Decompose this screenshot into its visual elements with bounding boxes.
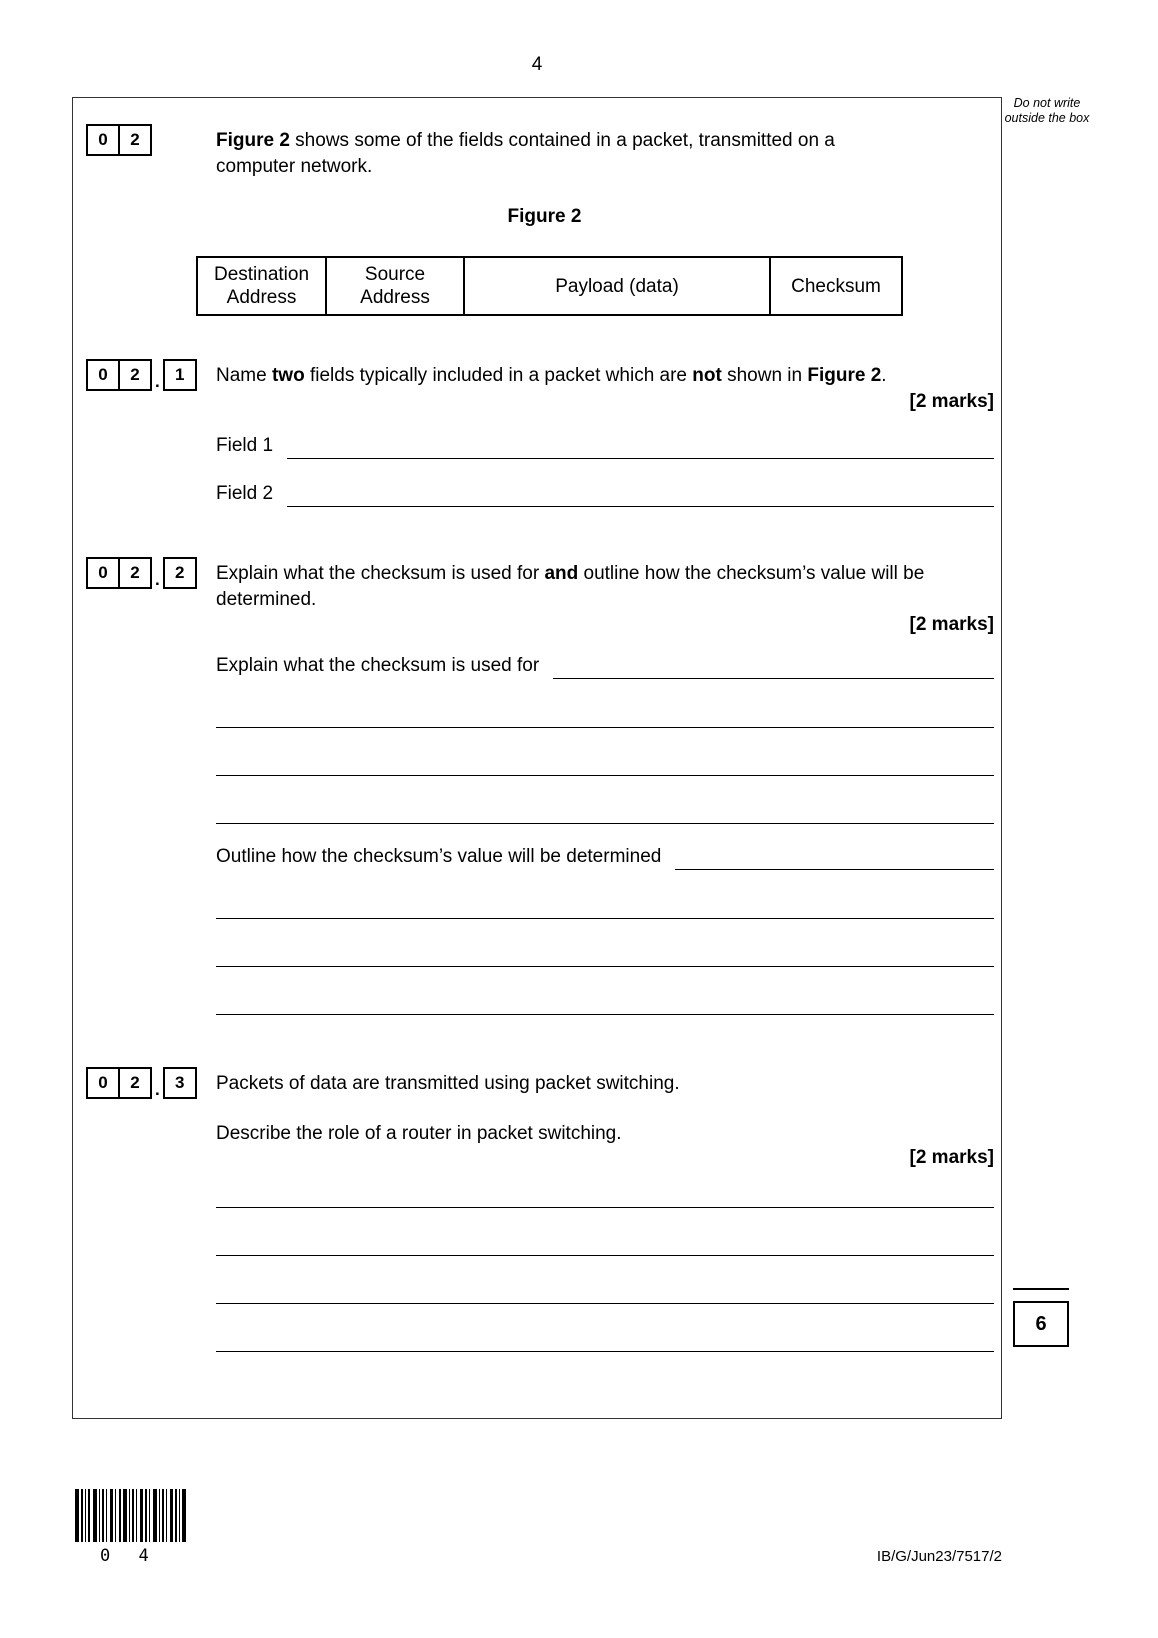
question-number-dot: . — [155, 570, 160, 589]
question-digit-box: 2 — [118, 359, 152, 391]
text-segment: outline how the checksum’s value will be determined. — [216, 563, 925, 610]
text-segment-bold: and — [544, 563, 579, 584]
question-digit-box: 2 — [118, 124, 152, 156]
total-marks-line — [1013, 1288, 1069, 1290]
explain-answer-row — [216, 653, 994, 679]
table-row — [197, 257, 902, 315]
q23-marks: [2 marks] — [909, 1147, 994, 1168]
question-number-02-1 — [86, 359, 197, 391]
text-segment: Explain what the checksum is used for — [216, 563, 545, 584]
question-digit-box: 3 — [163, 1067, 197, 1099]
question-area-box — [72, 97, 1002, 1419]
q22-marks: [2 marks] — [909, 614, 994, 635]
answer-line — [216, 918, 994, 919]
q22-question-text — [216, 561, 976, 613]
page-number: 4 — [531, 54, 543, 75]
question-digit-box: 2 — [163, 557, 197, 589]
text-segment: Name — [216, 365, 272, 386]
question-digit-box: 0 — [86, 1067, 120, 1099]
text-segment: shown in — [721, 365, 808, 386]
question-digit-box: 2 — [118, 1067, 152, 1099]
table-cell-source-address: Source Address — [326, 257, 464, 315]
answer-line — [287, 481, 994, 507]
barcode-graphic — [75, 1489, 188, 1542]
text-segment: fields typically included in a packet which are — [304, 365, 693, 386]
text-segment-bold: two — [271, 365, 305, 386]
q2-intro-text — [216, 128, 916, 180]
table-cell-checksum: Checksum — [770, 257, 902, 315]
q21-question-text — [216, 363, 994, 389]
question-number-02-2 — [86, 557, 197, 589]
field1-answer-row — [216, 433, 994, 459]
question-number-02 — [86, 124, 152, 156]
table-cell-destination-address: Destination Address — [197, 257, 326, 315]
answer-line — [287, 433, 994, 459]
outline-label: Outline how the checksum’s value will be determined — [216, 846, 662, 867]
question-digit-box: 1 — [163, 359, 197, 391]
total-marks-box — [1013, 1301, 1069, 1347]
text-segment-bold: not — [692, 365, 722, 386]
answer-line — [553, 653, 994, 679]
field1-label: Field 1 — [216, 435, 274, 456]
figure-2-caption: Figure 2 — [507, 206, 582, 227]
text-segment-bold: Figure 2 — [216, 130, 290, 151]
barcode-image — [75, 1489, 188, 1550]
answer-line — [216, 1255, 994, 1256]
paper-reference: IB/G/Jun23/7517/2 — [876, 1548, 1002, 1565]
question-number-dot: . — [155, 372, 160, 391]
total-marks-value: 6 — [1035, 1313, 1047, 1335]
answer-line — [216, 823, 994, 824]
q23-question-text: Describe the role of a router in packet switching. — [216, 1123, 622, 1144]
barcode-label: 0 4 — [100, 1546, 155, 1566]
question-digit-box: 0 — [86, 124, 120, 156]
text-segment: . — [881, 365, 887, 386]
packet-fields-table — [196, 256, 903, 316]
answer-line — [216, 1303, 994, 1304]
question-digit-box: 2 — [118, 557, 152, 589]
answer-line — [216, 727, 994, 728]
question-number-02-3 — [86, 1067, 197, 1099]
text-segment: shows some of the fields contained in a packet, transmitted on a computer network. — [216, 130, 835, 177]
explain-label: Explain what the checksum is used for — [216, 655, 540, 676]
answer-line — [216, 775, 994, 776]
field2-label: Field 2 — [216, 483, 274, 504]
question-digit-box: 0 — [86, 557, 120, 589]
answer-line — [216, 1207, 994, 1208]
answer-line — [675, 844, 994, 870]
text-segment-bold: Figure 2 — [807, 365, 882, 386]
q21-marks: [2 marks] — [909, 391, 994, 412]
q23-statement: Packets of data are transmitted using packet switching. — [216, 1073, 680, 1094]
answer-line — [216, 966, 994, 967]
question-number-dot: . — [155, 1080, 160, 1099]
outline-answer-row — [216, 844, 994, 870]
answer-line — [216, 1351, 994, 1352]
do-not-write-note: Do not write outside the box — [1004, 96, 1090, 125]
table-cell-payload: Payload (data) — [464, 257, 770, 315]
answer-line — [216, 1014, 994, 1015]
question-digit-box: 0 — [86, 359, 120, 391]
field2-answer-row — [216, 481, 994, 507]
